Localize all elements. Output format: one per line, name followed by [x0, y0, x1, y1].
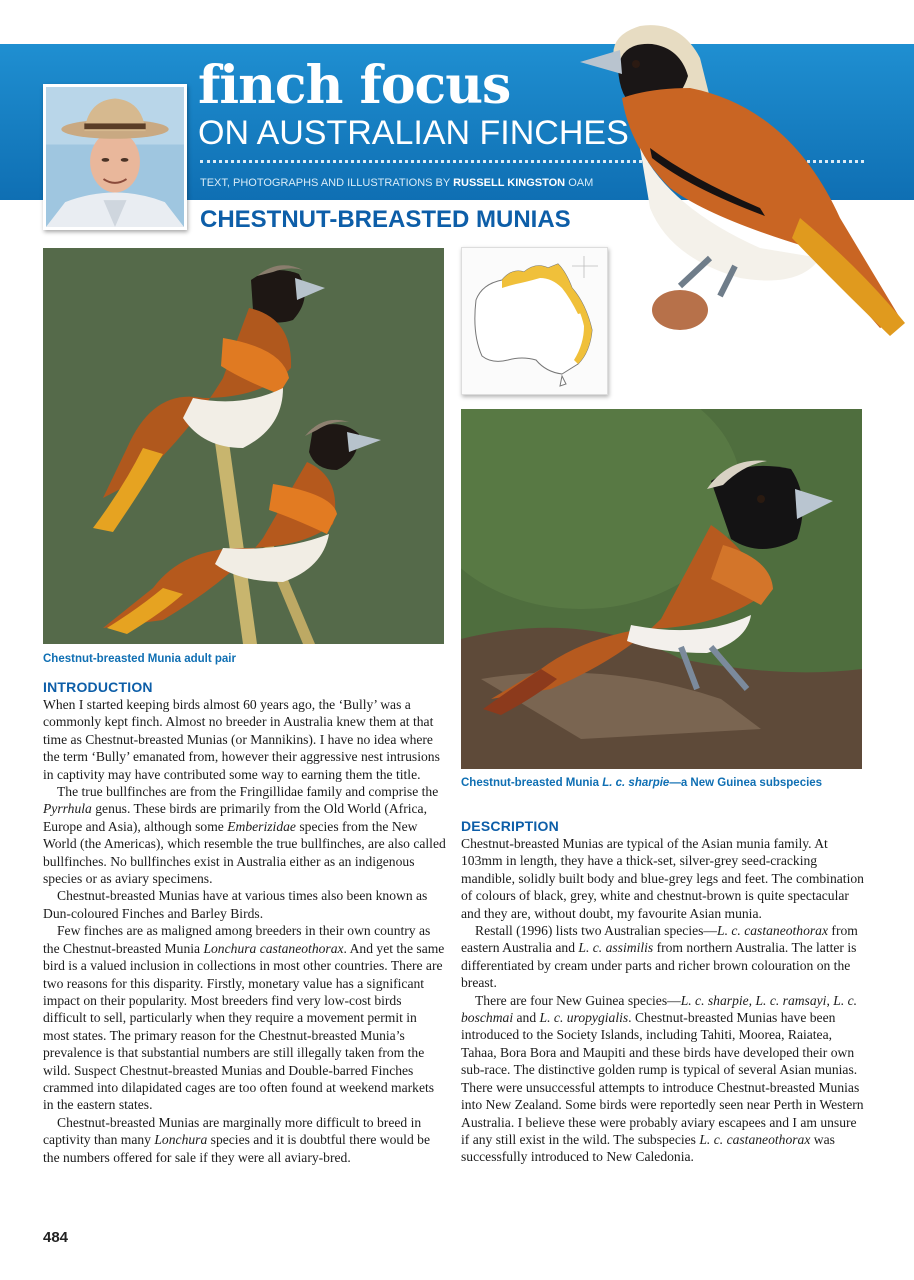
caption-sharpie [461, 776, 861, 790]
distribution-map [461, 247, 608, 395]
intro-paragraph-2: The true bullfinches are from the Fringillidae family and comprise the Pyrrhula genus. These birds are primarily from the Old World (Africa, Europe and Asia), although some Emberizidae species from the New World (the Americas), which resemble the true bullfinches, are also called bullfinches. No bullfinches exist in Australia either as an indigenous species or as aviary specimens. [43, 784, 446, 887]
series-title: finch focus [198, 55, 511, 116]
byline-prefix: TEXT, PHOTOGRAPHS AND ILLUSTRATIONS BY [200, 177, 451, 189]
finch-illustration [560, 18, 914, 340]
description-body [461, 835, 864, 1166]
intro-paragraph-3: Chestnut-breasted Munias have at various times also been known as Dun-coloured Finches and Barley Birds. [43, 888, 428, 921]
article-headline: CHESTNUT-BREASTED MUNIAS [200, 206, 571, 233]
desc-paragraph-3: There are four New Guinea species—L. c. sharpie, L. c. ramsayi, L. c. boschmai and L. c. uropygialis. Chestnut-breasted Munias have been introduced to the Society Islands, including Tahiti, Moorea, Raiatea, Tahaa, Bora Bora and Maupiti and these birds have developed their own sub-race. The distinctive golden rump is typical of several Asian munias. There were unsuccessful attempts to introduce Chestnut-breasted Munias into New Zealand. Some birds were reportedly seen near Perth in Western Australia. I believe these were probably aviary escapees and I am unsure if any still exist in the wild. The subspecies L. c. castaneothorax was successfully introduced to New Caledonia. [461, 992, 864, 1165]
caption-sharpie-species: L. c. sharpie [602, 777, 670, 789]
desc-paragraph-2: Restall (1996) lists two Australian species—L. c. castaneothorax from eastern Australia and L. c. assimilis from northern Australia. The latter is differentiated by cream under parts and richer brown colouration on the breast. [461, 923, 858, 991]
intro-paragraph-5: Chestnut-breasted Munias are marginally more difficult to breed in captivity than many Lonchura species and it is doubtful there would be the numbers offered for sale if they were all aviary-bred. [43, 1114, 430, 1165]
caption-sharpie-prefix: Chestnut-breasted Munia [461, 777, 600, 789]
byline-suffix: OAM [568, 177, 594, 189]
series-subtitle: ON AUSTRALIAN FINCHES [198, 114, 629, 152]
page-number: 484 [43, 1229, 69, 1246]
author-portrait [43, 84, 187, 230]
intro-paragraph-1: When I started keeping birds almost 60 years ago, the ‘Bully’ was a commonly kept finch. Almost no breeder in Australia knew them at that time as Chestnut-breasted Munias (or Mannikins). I have no idea where the term ‘Bully’ emanated from, however their aggressive nest intrusions in captivity may have contributed some way to earning them the title. [43, 697, 440, 782]
introduction-body [43, 696, 446, 1166]
adult-pair-photo [43, 248, 444, 644]
byline-author: RUSSELL KINGSTON [453, 177, 566, 189]
intro-paragraph-4: Few finches are as maligned among breeders in their own country as the Chestnut-breasted Munia Lonchura castaneothorax. And yet the same bird is a valued inclusion in collections in most other countries. There are two reasons for this disparity. Firstly, monetary value has a significant impact on their popularity. Most breeders find very low-cost birds difficult to sell, particularly when they require a movement permit in most states. The primary reason for the Chestnut-breasted Munia’s prevalence is that substantial numbers are still illegally taken from the wild. Suspect Chestnut-breasted Munias and Double-barred Finches crammed into dilapidated cages are too often found at weekend markets in the eastern states. [43, 923, 445, 1113]
introduction-heading: INTRODUCTION [43, 679, 153, 695]
caption-sharpie-suffix: —a New Guinea subspecies [669, 777, 823, 789]
desc-paragraph-1: Chestnut-breasted Munias are typical of the Asian munia family. At 103mm in length, they have a thick-set, silver-grey seed-cracking mandible, solidly built body and blue-grey legs and feet. The combination of colours of black, grey, white and chestnut-brown is quite spectacular and they are, without doubt, my favourite Asian munia. [461, 836, 864, 921]
description-heading: DESCRIPTION [461, 818, 559, 834]
sharpie-subspecies-photo [461, 409, 862, 769]
byline [200, 177, 593, 189]
caption-adult-pair: Chestnut-breasted Munia adult pair [43, 653, 236, 665]
